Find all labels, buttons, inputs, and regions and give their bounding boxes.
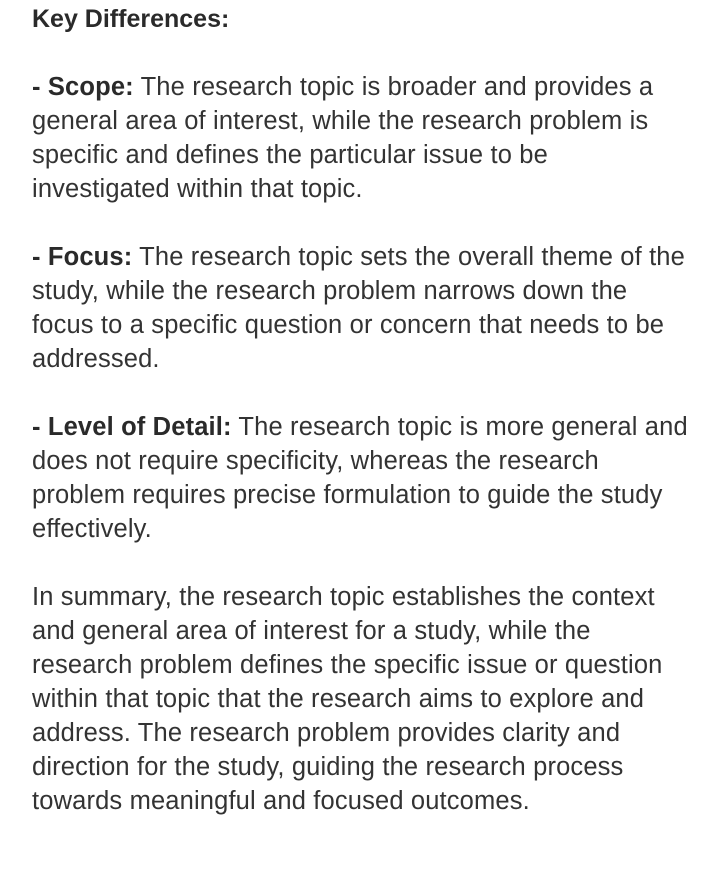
- difference-label-scope: - Scope:: [32, 73, 134, 101]
- difference-item-scope: [32, 70, 688, 206]
- section-heading: Key Differences:: [32, 5, 230, 33]
- difference-text-scope: The research topic is broader and provides a general area of interest, while the research problem is specific and defines the particular issue to be investigated within that topic.: [32, 73, 654, 203]
- difference-item-focus: [32, 240, 688, 376]
- difference-label-level-of-detail: - Level of Detail:: [32, 413, 232, 441]
- difference-item-level-of-detail: [32, 410, 688, 546]
- summary-paragraph: In summary, the research topic establishes the context and general area of interest for a study, while the research problem defines the specific issue or question within that topic that the research aims to explore and address. The research problem provides clarity and direction for the study, guiding the research process towards meaningful and focused outcomes.: [32, 583, 663, 815]
- difference-label-focus: - Focus:: [32, 243, 133, 271]
- difference-text-focus: The research topic sets the overall theme of the study, while the research problem narrows down the focus to a specific question or concern that needs to be addressed.: [32, 243, 685, 373]
- difference-text-level-of-detail: The research topic is more general and does not require specificity, whereas the research problem requires precise formulation to guide the study effectively.: [32, 413, 688, 543]
